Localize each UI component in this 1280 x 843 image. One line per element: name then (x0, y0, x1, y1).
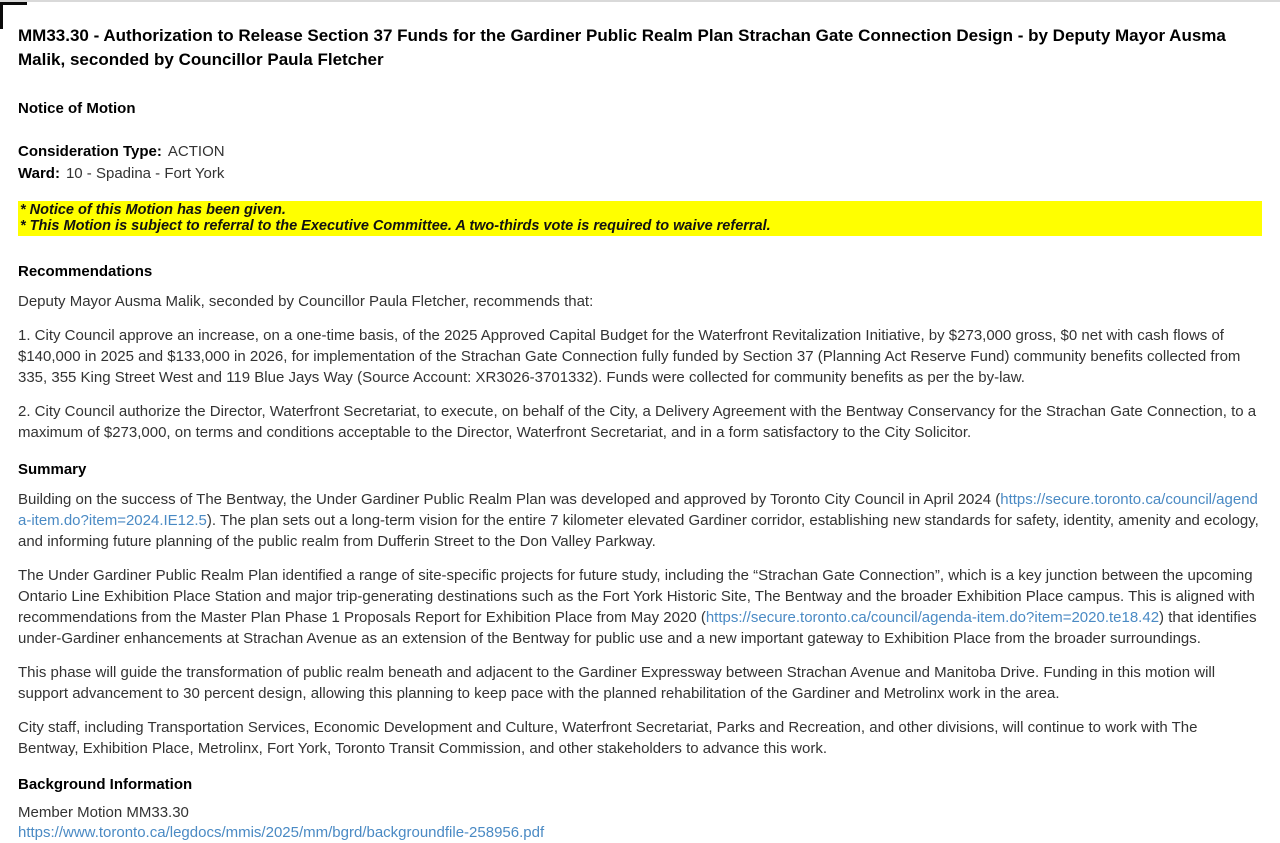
summary-paragraph-3: This phase will guide the transformation of public realm beneath and adjacent to the Gardiner Expressway between Strachan Avenue and Manitoba Drive. Funding in this motion will support advancement to 30 percent design, allowing this planning to keep pace with the planned rehabilitation of the Gardiner and Metrolinx work in the area. (18, 664, 1216, 702)
summary-paragraph-2-text: The Under Gardiner Public Realm Plan identified a range of site-specific projects for future study, including the “Strachan Gate Connection”, which is a key junction between the upcoming Ontario Line Exhibition Place Station and major trip-generating destinations such as the Fort York Historic Site, The Bentway and the broader Exhibition Place campus. This is aligned with recommendations from the Master Plan Phase 1 Proposals Report for Exhibition Place from May 2020 ( (18, 567, 1255, 626)
consideration-type-label: Consideration Type: (18, 143, 162, 160)
notice-of-motion-heading: Notice of Motion (18, 100, 136, 117)
background-file-link[interactable]: https://www.toronto.ca/legdocs/mmis/2025/mm/bgrd/backgroundfile-258956.pdf (18, 824, 545, 841)
background-link-line (18, 823, 1262, 843)
recommendation-item-2: 2. City Council authorize the Director, Waterfront Secretariat, to execute, on behalf of the City, a Delivery Agreement with the Bentway Conservancy for the Strachan Gate Connection, to a maximum of $273,000, on terms and conditions acceptable to the Director, Waterfront Secretariat, and in a form satisfactory to the City Solicitor. (18, 403, 1257, 441)
consideration-type-line (18, 141, 1262, 163)
agenda-item-2020-link[interactable]: https://secure.toronto.ca/council/agenda-item.do?item=2020.te18.42 (705, 609, 1160, 626)
agenda-item-2024-link[interactable]: https://secure.toronto.ca/council/agenda-item.do?item=2024.IE12.5 (18, 491, 1258, 529)
ward-line (18, 163, 1262, 185)
summary-paragraph-1-text-after: ). The plan sets out a long-term vision for the entire 7 kilometer elevated Gardiner corridor, establishing new standards for safety, identity, amenity and ecology, and informing future planning of the public realm from Dufferin Street to the Don Valley Parkway. (18, 512, 1259, 550)
window-corner-mark (0, 2, 27, 29)
background-doc-title: Member Motion MM33.30 (18, 804, 189, 821)
recommendations-intro: Deputy Mayor Ausma Malik, seconded by Councillor Paula Fletcher, recommends that: (18, 293, 594, 310)
notice-highlight-line: * This Motion is subject to referral to the Executive Committee. A two-thirds vote is required to waive referral. (20, 218, 771, 234)
notice-highlight-line: * Notice of this Motion has been given. (20, 202, 286, 218)
recommendations-heading: Recommendations (18, 263, 153, 280)
ward-label: Ward: (18, 165, 60, 182)
document-body (0, 2, 1280, 843)
background-information-heading: Background Information (18, 776, 193, 793)
summary-paragraph-1-text: Building on the success of The Bentway, the Under Gardiner Public Realm Plan was developed and approved by Toronto City Council in April 2024 ( (18, 491, 1001, 508)
page-title: MM33.30 - Authorization to Release Section 37 Funds for the Gardiner Public Realm Plan Strachan Gate Connection Design - by Deputy Mayor Ausma Malik, seconded by Councillor Paula Fletcher (18, 26, 1226, 69)
summary-heading: Summary (18, 461, 87, 478)
summary-paragraph-2-text-after: ) that identifies under-Gardiner enhancements at Strachan Avenue as an extension of the Bentway for public use and a new important gateway to Exhibition Place from the broader surroundings. (18, 609, 1257, 647)
consideration-type-value: ACTION (167, 143, 225, 160)
meta-block (18, 141, 1262, 185)
ward-value: 10 - Spadina - Fort York (65, 165, 225, 182)
summary-paragraph-2 (18, 565, 1262, 649)
notice-highlight-block (18, 201, 1262, 236)
summary-paragraph-4: City staff, including Transportation Services, Economic Development and Culture, Waterfront Secretariat, Parks and Recreation, and other divisions, will continue to work with The Bentway, Exhibition Place, Metrolinx, Fort York, Toronto Transit Commission, and other stakeholders to advance this work. (18, 719, 1198, 757)
summary-paragraph-1 (18, 489, 1262, 552)
recommendation-item-1: 1. City Council approve an increase, on a one-time basis, of the 2025 Approved Capital Budget for the Waterfront Revitalization Initiative, by $273,000 gross, $0 net with cash flows of $140,000 in 2025 and $133,000 in 2026, for implementation of the Strachan Gate Connection fully funded by Section 37 (Planning Act Reserve Fund) community benefits collected from 335, 355 King Street West and 119 Blue Jays Way (Source Account: XR3026-3701332). Funds were collected for community benefits as per the by-law. (18, 327, 1241, 386)
